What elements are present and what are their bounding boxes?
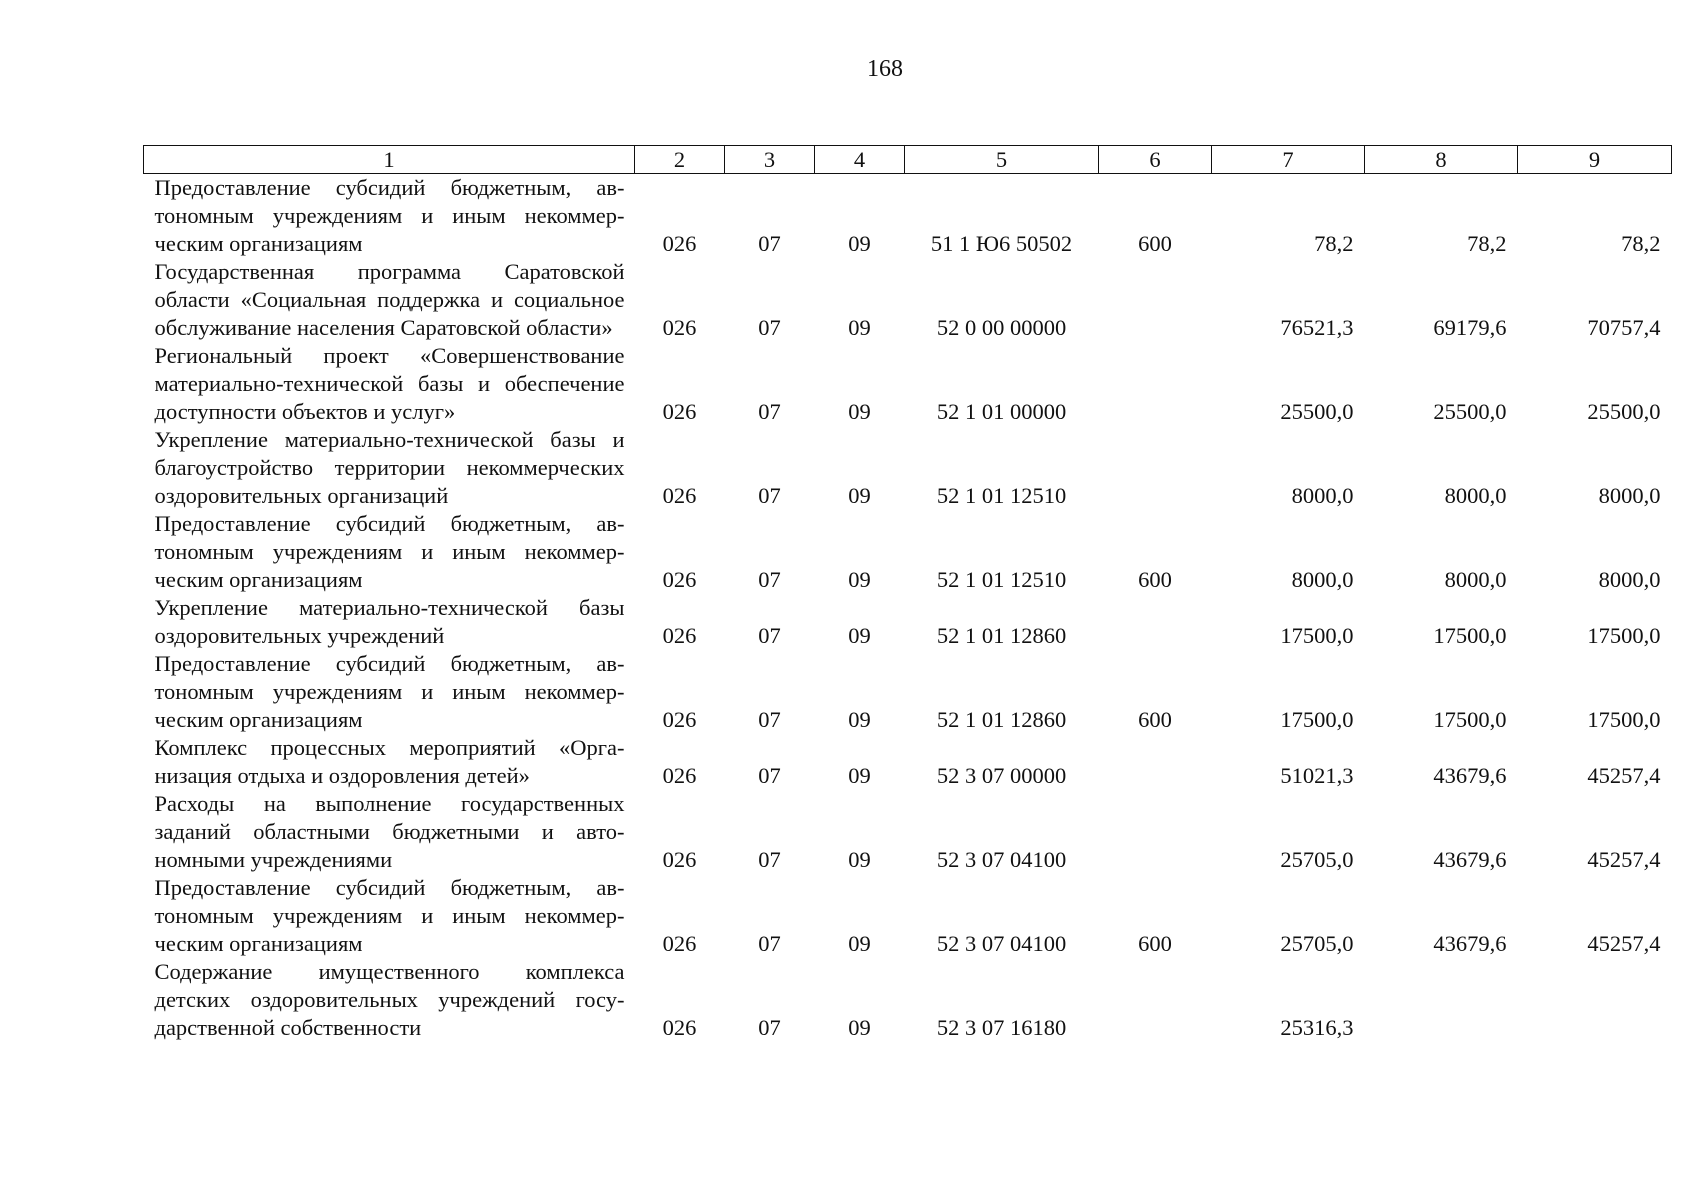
cell-ministry-code: 026: [662, 483, 697, 508]
cell-amount-year-3: [1518, 958, 1672, 1042]
cell-section: 07: [758, 399, 781, 424]
cell-expense-type: [1099, 594, 1212, 650]
row-description: Предоставление субсидий бюджетным, автономным учреждениям и иным некоммерческим организациям: [154, 875, 625, 956]
column-header-1: 1: [144, 146, 635, 174]
cell-target-article: 52 1 01 12510: [936, 483, 1067, 508]
cell-subsection: 09: [848, 623, 871, 648]
cell-subsection: 09: [848, 399, 871, 424]
cell-expense-type: 600: [1138, 707, 1172, 732]
column-header-9: 9: [1518, 146, 1672, 174]
cell-amount-year-2: 8000,0: [1444, 567, 1507, 592]
table-row: [144, 734, 1672, 790]
cell-ministry-code: 026: [662, 847, 697, 872]
table-header-row: [144, 146, 1672, 174]
table-row: [144, 426, 1672, 510]
cell-section: 07: [758, 1015, 781, 1040]
page-number: 168: [867, 56, 903, 82]
cell-expense-type: [1099, 790, 1212, 874]
cell-target-article: 52 0 00 00000: [936, 315, 1067, 340]
cell-section: 07: [758, 623, 781, 648]
table-body: [144, 174, 1672, 1043]
cell-subsection: 09: [848, 1015, 871, 1040]
cell-amount-year-1: 8000,0: [1291, 567, 1354, 592]
cell-amount-year-3: 45257,4: [1587, 931, 1661, 956]
table-row: [144, 342, 1672, 426]
cell-section: 07: [758, 315, 781, 340]
cell-amount-year-2: 43679,6: [1433, 763, 1507, 788]
row-description: Расходы на выполнение государственных заданий областными бюджетными и автономными учреждениями: [154, 791, 625, 872]
cell-amount-year-3: 70757,4: [1587, 315, 1661, 340]
row-description: Государственная программа Саратовской области «Социальная поддержка и социальное обслуживание населения Саратовской области»: [154, 259, 625, 340]
cell-amount-year-3: 17500,0: [1587, 707, 1661, 732]
cell-amount-year-3: 8000,0: [1598, 567, 1661, 592]
row-description: Предоставление субсидий бюджетным, автономным учреждениям и иным некоммерческим организациям: [154, 651, 625, 732]
cell-amount-year-2: 8000,0: [1444, 483, 1507, 508]
table-row: [144, 510, 1672, 594]
cell-subsection: 09: [848, 707, 871, 732]
cell-section: 07: [758, 707, 781, 732]
cell-amount-year-1: 25705,0: [1280, 931, 1354, 956]
cell-target-article: 52 3 07 04100: [936, 847, 1067, 872]
cell-ministry-code: 026: [662, 763, 697, 788]
cell-amount-year-2: 25500,0: [1433, 399, 1507, 424]
cell-amount-year-3: 8000,0: [1598, 483, 1661, 508]
cell-expense-type: [1099, 958, 1212, 1042]
row-description: Комплекс процессных мероприятий «Организация отдыха и оздоровления детей»: [154, 735, 625, 788]
cell-amount-year-3: 25500,0: [1587, 399, 1661, 424]
cell-amount-year-2: 69179,6: [1433, 315, 1507, 340]
table-row: [144, 790, 1672, 874]
column-header-2: 2: [635, 146, 725, 174]
row-description: Региональный проект «Совершенствование материально-технической базы и обеспечение доступности объектов и услуг»: [154, 343, 625, 424]
table-row: [144, 874, 1672, 958]
cell-amount-year-1: 25500,0: [1280, 399, 1354, 424]
cell-target-article: 52 3 07 04100: [936, 931, 1067, 956]
cell-amount-year-1: 25705,0: [1280, 847, 1354, 872]
table-row: [144, 650, 1672, 734]
row-description: Предоставление субсидий бюджетным, автономным учреждениям и иным некоммерческим организациям: [154, 175, 625, 256]
table-row: [144, 958, 1672, 1042]
cell-amount-year-3: 45257,4: [1587, 847, 1661, 872]
cell-amount-year-3: 78,2: [1621, 231, 1661, 256]
column-header-8: 8: [1365, 146, 1518, 174]
cell-amount-year-2: [1365, 958, 1518, 1042]
cell-amount-year-2: 17500,0: [1433, 623, 1507, 648]
cell-target-article: 51 1 Ю6 50502: [930, 231, 1073, 256]
cell-ministry-code: 026: [662, 399, 697, 424]
cell-expense-type: [1099, 426, 1212, 510]
cell-ministry-code: 026: [662, 567, 697, 592]
cell-subsection: 09: [848, 763, 871, 788]
column-header-5: 5: [905, 146, 1099, 174]
cell-expense-type: 600: [1138, 567, 1172, 592]
cell-amount-year-1: 25316,3: [1280, 1015, 1354, 1040]
cell-section: 07: [758, 847, 781, 872]
cell-expense-type: [1099, 258, 1212, 342]
cell-amount-year-2: 43679,6: [1433, 931, 1507, 956]
column-header-7: 7: [1212, 146, 1365, 174]
cell-amount-year-3: 17500,0: [1587, 623, 1661, 648]
cell-amount-year-1: 76521,3: [1280, 315, 1354, 340]
cell-expense-type: [1099, 734, 1212, 790]
cell-target-article: 52 1 01 12860: [936, 623, 1067, 648]
cell-amount-year-3: 45257,4: [1587, 763, 1661, 788]
budget-table: [143, 145, 1672, 1042]
cell-section: 07: [758, 483, 781, 508]
cell-amount-year-2: 43679,6: [1433, 847, 1507, 872]
table-row: [144, 258, 1672, 342]
cell-amount-year-2: 17500,0: [1433, 707, 1507, 732]
cell-ministry-code: 026: [662, 1015, 697, 1040]
row-description: Предоставление субсидий бюджетным, автономным учреждениям и иным некоммерческим организациям: [154, 511, 625, 592]
cell-ministry-code: 026: [662, 623, 697, 648]
cell-section: 07: [758, 931, 781, 956]
cell-subsection: 09: [848, 231, 871, 256]
cell-section: 07: [758, 231, 781, 256]
cell-subsection: 09: [848, 483, 871, 508]
cell-target-article: 52 1 01 12510: [936, 567, 1067, 592]
cell-expense-type: 600: [1138, 231, 1172, 256]
cell-amount-year-1: 17500,0: [1280, 623, 1354, 648]
cell-ministry-code: 026: [662, 315, 697, 340]
cell-amount-year-1: 51021,3: [1280, 763, 1354, 788]
cell-section: 07: [758, 567, 781, 592]
cell-subsection: 09: [848, 847, 871, 872]
column-header-3: 3: [725, 146, 815, 174]
cell-subsection: 09: [848, 315, 871, 340]
table-row: [144, 594, 1672, 650]
row-description: Укрепление материально-технической базы оздоровительных учреждений: [154, 595, 625, 648]
row-description: Содержание имущественного комплекса детских оздоровительных учреждений государственной собственности: [154, 959, 625, 1040]
cell-amount-year-2: 78,2: [1467, 231, 1507, 256]
table-row: [144, 174, 1672, 259]
cell-subsection: 09: [848, 567, 871, 592]
column-header-6: 6: [1099, 146, 1212, 174]
column-header-4: 4: [815, 146, 905, 174]
cell-expense-type: 600: [1138, 931, 1172, 956]
cell-target-article: 52 3 07 16180: [936, 1015, 1067, 1040]
cell-expense-type: [1099, 342, 1212, 426]
cell-amount-year-1: 17500,0: [1280, 707, 1354, 732]
cell-ministry-code: 026: [662, 707, 697, 732]
cell-section: 07: [758, 763, 781, 788]
cell-amount-year-1: 8000,0: [1291, 483, 1354, 508]
cell-ministry-code: 026: [662, 231, 697, 256]
cell-amount-year-1: 78,2: [1314, 231, 1354, 256]
row-description: Укрепление материально-технической базы и благоустройство территории некоммерческих оздоровительных организаций: [154, 427, 625, 508]
cell-subsection: 09: [848, 931, 871, 956]
cell-target-article: 52 1 01 12860: [936, 707, 1067, 732]
cell-ministry-code: 026: [662, 931, 697, 956]
cell-target-article: 52 1 01 00000: [936, 399, 1067, 424]
cell-target-article: 52 3 07 00000: [936, 763, 1067, 788]
